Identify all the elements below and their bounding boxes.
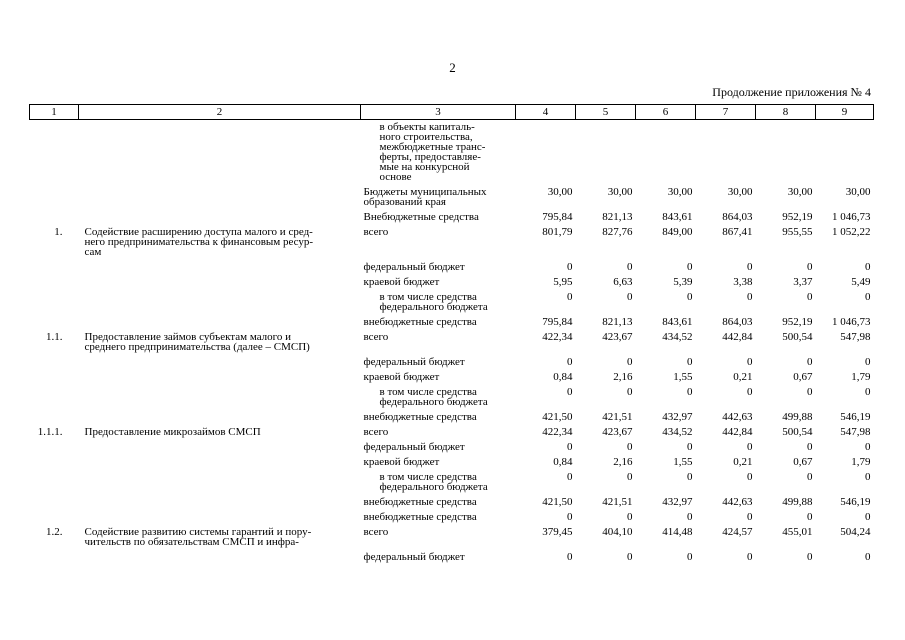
value-cell: 821,13	[602, 211, 633, 223]
table-row	[30, 355, 874, 370]
value-cell: 0,67	[793, 456, 813, 468]
value-cell: 0,67	[793, 371, 813, 383]
value-cell: 422,34	[542, 331, 573, 343]
value-cell: 5,49	[851, 276, 871, 288]
value-cell: 414,48	[662, 526, 693, 538]
table-row	[30, 185, 874, 210]
value-cell: 30,00	[787, 186, 813, 198]
value-cell: 0	[865, 386, 871, 398]
table-row	[30, 120, 874, 186]
value-cell: 0	[567, 291, 573, 303]
header-cell: 7	[696, 105, 756, 120]
value-cell	[816, 120, 874, 186]
row-code: 1.	[54, 226, 63, 238]
funding-source: федеральный бюджет	[363, 441, 465, 453]
value-cell: 0	[865, 471, 871, 483]
value-cell: 827,76	[602, 226, 633, 238]
value-cell: 0	[807, 291, 813, 303]
table-row	[30, 210, 874, 225]
row-code	[30, 315, 79, 330]
value-cell: 1,79	[851, 456, 871, 468]
header-cell: 1	[30, 105, 79, 120]
row-code	[30, 355, 79, 370]
value-cell	[756, 120, 816, 186]
table-row	[30, 525, 874, 550]
value-cell: 955,55	[782, 226, 813, 238]
funding-source: всего	[363, 426, 389, 438]
value-cell: 442,63	[722, 496, 753, 508]
value-cell: 1 046,73	[832, 316, 871, 328]
value-cell: 0	[807, 441, 813, 453]
table-row	[30, 510, 874, 525]
table-body	[30, 120, 874, 566]
row-code	[30, 470, 79, 495]
table-row	[30, 385, 874, 410]
funding-source: краевой бюджет	[363, 371, 440, 383]
value-cell: 1 052,22	[832, 226, 871, 238]
table-row	[30, 260, 874, 275]
funding-source: федеральный бюджет	[363, 261, 465, 273]
row-code: 1.1.	[46, 331, 63, 343]
header-cell: 6	[636, 105, 696, 120]
row-name	[79, 290, 361, 315]
row-name	[79, 210, 361, 225]
value-cell: 0,84	[553, 456, 573, 468]
table-row	[30, 425, 874, 440]
value-cell: 432,97	[662, 411, 693, 423]
row-code	[30, 120, 79, 186]
row-name	[79, 315, 361, 330]
value-cell	[576, 120, 636, 186]
value-cell: 404,10	[602, 526, 633, 538]
table-row	[30, 370, 874, 385]
value-cell: 30,00	[727, 186, 753, 198]
value-cell: 432,97	[662, 496, 693, 508]
row-code	[30, 290, 79, 315]
row-name	[79, 510, 361, 525]
row-code	[30, 275, 79, 290]
table-row	[30, 470, 874, 495]
funding-source: внебюджетные средства	[363, 496, 477, 508]
value-cell: 422,34	[542, 426, 573, 438]
value-cell: 864,03	[722, 211, 753, 223]
value-cell: 0	[747, 441, 753, 453]
value-cell: 0	[807, 356, 813, 368]
row-name: Предоставление займов субъектам малого и среднего предпринимательства (далее – СМСП)	[84, 331, 310, 353]
row-code	[30, 440, 79, 455]
row-code: 1.2.	[46, 526, 63, 538]
value-cell: 504,24	[840, 526, 871, 538]
value-cell: 421,51	[602, 411, 633, 423]
funding-source: в том числе средства федерального бюджета	[379, 386, 488, 408]
table-row	[30, 455, 874, 470]
value-cell: 0	[567, 511, 573, 523]
value-cell: 0	[687, 471, 693, 483]
table-row	[30, 550, 874, 565]
row-name	[79, 185, 361, 210]
value-cell: 0	[807, 551, 813, 563]
value-cell: 0	[627, 551, 633, 563]
value-cell: 3,37	[793, 276, 813, 288]
row-code	[30, 210, 79, 225]
row-name	[79, 275, 361, 290]
value-cell: 434,52	[662, 331, 693, 343]
value-cell: 423,67	[602, 426, 633, 438]
value-cell: 0	[865, 291, 871, 303]
value-cell: 3,38	[733, 276, 753, 288]
header-cell: 5	[576, 105, 636, 120]
value-cell: 867,41	[722, 226, 753, 238]
funding-source: федеральный бюджет	[363, 551, 465, 563]
value-cell: 795,84	[542, 316, 573, 328]
value-cell: 30,00	[607, 186, 633, 198]
value-cell: 0	[627, 291, 633, 303]
value-cell: 421,50	[542, 496, 573, 508]
value-cell: 0	[567, 441, 573, 453]
value-cell: 849,00	[662, 226, 693, 238]
value-cell: 6,63	[613, 276, 633, 288]
value-cell: 547,98	[840, 331, 871, 343]
table-row	[30, 495, 874, 510]
funding-source: в том числе средства федерального бюджета	[379, 291, 488, 313]
value-cell: 546,19	[840, 411, 871, 423]
row-name	[79, 470, 361, 495]
budget-table	[29, 104, 874, 565]
value-cell: 0	[747, 291, 753, 303]
value-cell: 0	[807, 511, 813, 523]
table-row	[30, 330, 874, 355]
value-cell: 0	[567, 356, 573, 368]
value-cell: 0	[807, 261, 813, 273]
funding-source: внебюджетные средства	[363, 411, 477, 423]
value-cell: 421,50	[542, 411, 573, 423]
value-cell: 546,19	[840, 496, 871, 508]
funding-source: всего	[363, 226, 389, 238]
row-name: Содействие развитию системы гарантий и пору- чительств по обязательствам СМСП и инфра-	[84, 526, 312, 548]
row-name	[79, 495, 361, 510]
header-cell: 2	[79, 105, 361, 120]
table-row	[30, 440, 874, 455]
value-cell: 843,61	[662, 211, 693, 223]
header-cell: 4	[516, 105, 576, 120]
funding-source: всего	[363, 331, 389, 343]
row-name	[79, 410, 361, 425]
value-cell: 0	[687, 356, 693, 368]
value-cell: 0	[687, 261, 693, 273]
value-cell: 0	[687, 551, 693, 563]
value-cell: 5,39	[673, 276, 693, 288]
value-cell: 0	[627, 356, 633, 368]
value-cell: 434,52	[662, 426, 693, 438]
row-name	[79, 120, 361, 186]
table-row	[30, 225, 874, 260]
funding-source: Бюджеты муниципальных образований края	[363, 186, 487, 208]
row-name	[79, 385, 361, 410]
funding-source: внебюджетные средства	[363, 511, 477, 523]
row-name	[79, 455, 361, 470]
value-cell: 421,51	[602, 496, 633, 508]
value-cell: 455,01	[782, 526, 813, 538]
row-code	[30, 495, 79, 510]
value-cell: 0	[747, 511, 753, 523]
value-cell: 0	[627, 511, 633, 523]
value-cell: 547,98	[840, 426, 871, 438]
funding-source: всего	[363, 526, 389, 538]
row-code	[30, 370, 79, 385]
value-cell: 801,79	[542, 226, 573, 238]
funding-source: краевой бюджет	[363, 456, 440, 468]
value-cell: 0	[865, 261, 871, 273]
value-cell: 423,67	[602, 331, 633, 343]
funding-source: Внебюджетные средства	[363, 211, 479, 223]
funding-source: внебюджетные средства	[363, 316, 477, 328]
row-code	[30, 410, 79, 425]
value-cell: 0	[865, 551, 871, 563]
header-cell: 9	[816, 105, 874, 120]
value-cell: 499,88	[782, 496, 813, 508]
value-cell	[636, 120, 696, 186]
row-name	[79, 440, 361, 455]
row-code	[30, 260, 79, 275]
funding-source: федеральный бюджет	[363, 356, 465, 368]
page-number: 2	[449, 60, 456, 75]
value-cell: 0	[627, 471, 633, 483]
value-cell: 0	[567, 551, 573, 563]
value-cell: 0	[567, 386, 573, 398]
value-cell: 0	[747, 551, 753, 563]
table-row	[30, 290, 874, 315]
row-code	[30, 550, 79, 565]
value-cell	[516, 120, 576, 186]
value-cell: 1,55	[673, 456, 693, 468]
row-name: Содействие расширению доступа малого и сред- него предпринимательства к финансовым ресур- сам	[84, 226, 314, 258]
value-cell: 1,55	[673, 371, 693, 383]
value-cell: 952,19	[782, 211, 813, 223]
value-cell: 0	[865, 441, 871, 453]
value-cell: 0	[627, 261, 633, 273]
value-cell: 0	[747, 386, 753, 398]
value-cell	[696, 120, 756, 186]
value-cell: 0,21	[733, 371, 753, 383]
table-row	[30, 315, 874, 330]
table-row	[30, 410, 874, 425]
value-cell: 0	[747, 261, 753, 273]
value-cell: 952,19	[782, 316, 813, 328]
value-cell: 864,03	[722, 316, 753, 328]
value-cell: 0	[865, 511, 871, 523]
value-cell: 500,54	[782, 426, 813, 438]
value-cell: 442,63	[722, 411, 753, 423]
table-header	[30, 105, 874, 120]
value-cell: 0	[687, 291, 693, 303]
row-name: Предоставление микрозаймов СМСП	[84, 426, 261, 438]
value-cell: 0	[627, 386, 633, 398]
value-cell: 30,00	[547, 186, 573, 198]
value-cell: 0	[567, 261, 573, 273]
value-cell: 0	[747, 356, 753, 368]
value-cell: 0	[807, 471, 813, 483]
value-cell: 1,79	[851, 371, 871, 383]
value-cell: 0	[687, 386, 693, 398]
value-cell: 0	[807, 386, 813, 398]
value-cell: 500,54	[782, 331, 813, 343]
value-cell: 0	[865, 356, 871, 368]
row-name	[79, 355, 361, 370]
value-cell: 843,61	[662, 316, 693, 328]
value-cell: 821,13	[602, 316, 633, 328]
value-cell: 2,16	[613, 456, 633, 468]
value-cell: 442,84	[722, 426, 753, 438]
row-code	[30, 455, 79, 470]
header-row	[30, 105, 874, 120]
row-code: 1.1.1.	[37, 426, 63, 438]
row-name	[79, 370, 361, 385]
value-cell: 795,84	[542, 211, 573, 223]
value-cell: 30,00	[667, 186, 693, 198]
value-cell: 5,95	[553, 276, 573, 288]
header-cell: 3	[361, 105, 516, 120]
row-code	[30, 185, 79, 210]
funding-source: краевой бюджет	[363, 276, 440, 288]
funding-source: в том числе средства федерального бюджета	[379, 471, 488, 493]
header-cell: 8	[756, 105, 816, 120]
row-code	[30, 510, 79, 525]
value-cell: 379,45	[542, 526, 573, 538]
value-cell: 442,84	[722, 331, 753, 343]
value-cell: 0	[687, 511, 693, 523]
value-cell: 0	[687, 441, 693, 453]
value-cell: 424,57	[722, 526, 753, 538]
value-cell: 0	[627, 441, 633, 453]
value-cell: 2,16	[613, 371, 633, 383]
value-cell: 0	[567, 471, 573, 483]
funding-source: в объекты капиталь- ного строительства, межбюджетные транс- ферты, предоставляе- мые на конкурсной основе	[379, 121, 486, 183]
row-name	[79, 260, 361, 275]
value-cell: 0,84	[553, 371, 573, 383]
appendix-continuation-label: Продолжение приложения № 4	[712, 85, 871, 99]
row-name	[79, 550, 361, 565]
value-cell: 499,88	[782, 411, 813, 423]
value-cell: 0,21	[733, 456, 753, 468]
value-cell: 30,00	[845, 186, 871, 198]
value-cell: 1 046,73	[832, 211, 871, 223]
value-cell: 0	[747, 471, 753, 483]
row-code	[30, 385, 79, 410]
table-row	[30, 275, 874, 290]
